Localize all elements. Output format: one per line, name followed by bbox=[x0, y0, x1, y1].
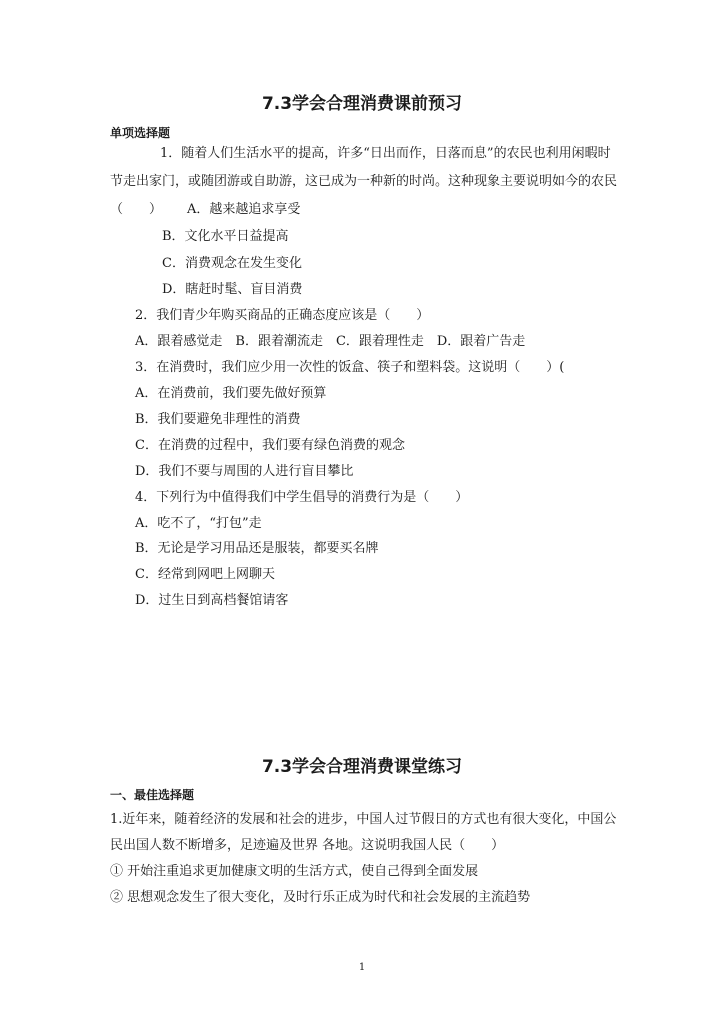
preview-title: 7.3学会合理消费课前预习 bbox=[261, 94, 463, 114]
q3-stem: 3．在消费时，我们应少用一次性的饭盒、筷子和塑料袋。这说明（ ）( bbox=[135, 360, 565, 375]
q1-option-c: C．消费观念在发生变化 bbox=[162, 256, 302, 271]
q2-stem: 2．我们青少年购买商品的正确态度应该是（ ） bbox=[135, 308, 430, 323]
practice-q1-item-2: ② 思想观念发生了很大变化，及时行乐正成为时代和社会发展的主流趋势 bbox=[110, 890, 531, 905]
preview-section-heading: 单项选择题 bbox=[110, 126, 171, 140]
practice-section-heading: 一、最佳选择题 bbox=[110, 788, 195, 802]
q3-option-b: B．我们要避免非理性的消费 bbox=[135, 412, 301, 427]
q4-option-a: A．吃不了，“打包”走 bbox=[135, 516, 262, 531]
q1-option-a: A．越来越追求享受 bbox=[187, 202, 301, 217]
practice-q1-stem-line1: 1.近年来，随着经济的发展和社会的进步，中国人过节假日的方式也有很大变化，中国公 bbox=[110, 812, 617, 827]
q1-option-b: B．文化水平日益提高 bbox=[162, 229, 289, 244]
q4-option-d: D．过生日到高档餐馆请客 bbox=[135, 593, 289, 608]
q3-option-d: D．我们不要与周围的人进行盲目攀比 bbox=[135, 464, 354, 479]
practice-title: 7.3学会合理消费课堂练习 bbox=[261, 757, 463, 777]
q3-option-a: A．在消费前，我们要先做好预算 bbox=[135, 386, 327, 401]
q4-option-c: C．经常到网吧上网聊天 bbox=[135, 567, 275, 582]
q4-option-b: B．无论是学习用品还是服装，都要买名牌 bbox=[135, 541, 379, 556]
q1-answer-bracket: （ ） bbox=[110, 202, 163, 217]
q1-stem-line1: 1．随着人们生活水平的提高，许多“日出而作，日落而息”的农民也利用闲暇时 bbox=[160, 146, 611, 161]
q1-option-d: D．瞎赶时髦、盲目消费 bbox=[162, 282, 303, 297]
q1-stem-line2: 节走出家门，或随团游或自助游，这已成为一种新的时尚。这种现象主要说明如今的农民 bbox=[110, 174, 618, 189]
practice-q1-stem-line2: 民出国人数不断增多，足迹遍及世界 各地。这说明我国人民（ ） bbox=[110, 838, 505, 853]
q2-options: A．跟着感觉走 B．跟着潮流走 C．跟着理性走 D．跟着广告走 bbox=[135, 334, 526, 349]
page-number: 1 bbox=[358, 962, 366, 973]
q4-stem: 4．下列行为中值得我们中学生倡导的消费行为是（ ） bbox=[135, 490, 469, 505]
practice-q1-item-1: ① 开始注重追求更加健康文明的生活方式，使自己得到全面发展 bbox=[110, 864, 479, 879]
q3-option-c: C．在消费的过程中，我们要有绿色消费的观念 bbox=[135, 438, 405, 453]
